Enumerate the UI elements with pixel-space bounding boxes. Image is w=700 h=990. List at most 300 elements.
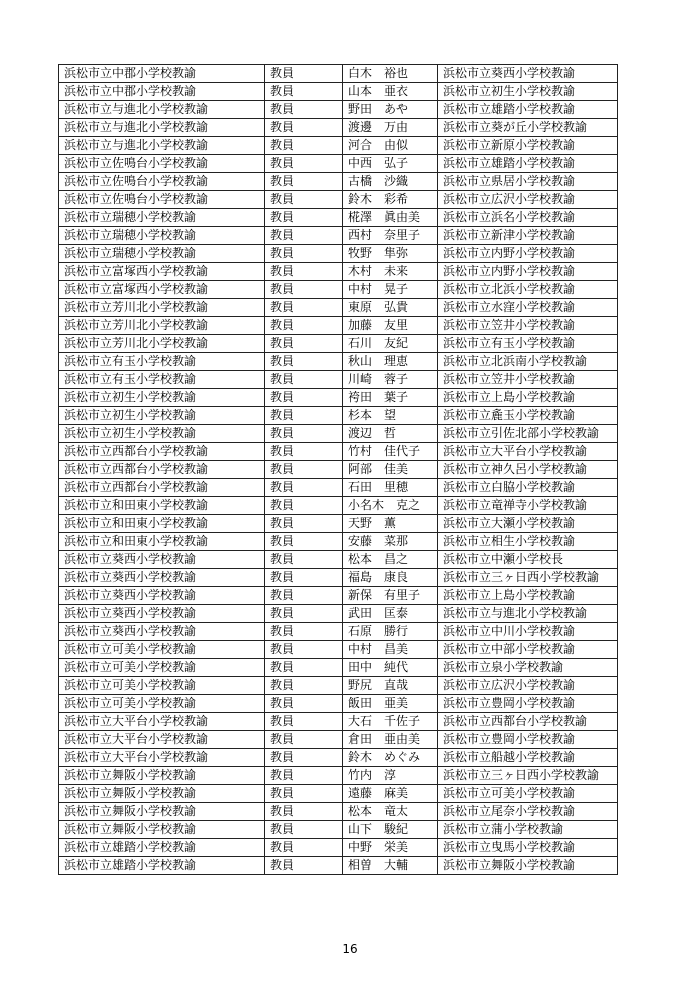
- job-title-cell: 教員: [265, 803, 343, 821]
- new-position-cell: 浜松市立白脇小学校教諭: [438, 479, 618, 497]
- person-name-cell: [343, 227, 438, 245]
- new-position-cell: 浜松市立水窪小学校教諭: [438, 299, 618, 317]
- person-name-cell: [343, 443, 438, 461]
- surname: 野尻: [348, 678, 373, 692]
- given-name: 勝行: [384, 624, 409, 638]
- surname: 石原: [348, 624, 373, 638]
- previous-position-cell: 浜松市立佐鳴台小学校教諭: [59, 191, 265, 209]
- table-row: [59, 713, 618, 731]
- person-name-cell: [343, 767, 438, 785]
- table-row: [59, 317, 618, 335]
- job-title-cell: 教員: [265, 101, 343, 119]
- table-row: [59, 605, 618, 623]
- person-name-cell: [343, 263, 438, 281]
- job-title-cell: 教員: [265, 713, 343, 731]
- given-name: 康良: [384, 570, 409, 584]
- given-name: 亜由美: [384, 732, 421, 746]
- table-row: [59, 587, 618, 605]
- surname: 杉本: [348, 408, 373, 422]
- job-title-cell: 教員: [265, 227, 343, 245]
- new-position-cell: 浜松市立初生小学校教諭: [438, 83, 618, 101]
- table-row: [59, 623, 618, 641]
- surname: 中西: [348, 156, 373, 170]
- previous-position-cell: 浜松市立瑞穂小学校教諭: [59, 209, 265, 227]
- person-name-cell: [343, 317, 438, 335]
- person-name-cell: [343, 641, 438, 659]
- person-name-cell: [343, 461, 438, 479]
- new-position-cell: 浜松市立大平台小学校教諭: [438, 443, 618, 461]
- job-title-cell: 教員: [265, 767, 343, 785]
- person-name-cell: [343, 605, 438, 623]
- table-row: [59, 119, 618, 137]
- job-title-cell: 教員: [265, 263, 343, 281]
- job-title-cell: 教員: [265, 137, 343, 155]
- previous-position-cell: 浜松市立瑞穂小学校教諭: [59, 245, 265, 263]
- job-title-cell: 教員: [265, 515, 343, 533]
- new-position-cell: 浜松市立曳馬小学校教諭: [438, 839, 618, 857]
- job-title-cell: 教員: [265, 245, 343, 263]
- job-title-cell: 教員: [265, 749, 343, 767]
- person-name-cell: [343, 749, 438, 767]
- given-name: 万由: [384, 120, 409, 134]
- new-position-cell: 浜松市立広沢小学校教諭: [438, 191, 618, 209]
- new-position-cell: 浜松市立北浜南小学校教諭: [438, 353, 618, 371]
- surname: 山本: [348, 84, 373, 98]
- given-name: 淳: [384, 768, 397, 782]
- surname: 白木: [348, 66, 373, 80]
- new-position-cell: 浜松市立中川小学校教諭: [438, 623, 618, 641]
- previous-position-cell: 浜松市立舞阪小学校教諭: [59, 767, 265, 785]
- surname: 古橋: [348, 174, 373, 188]
- given-name: 友紀: [384, 336, 409, 350]
- new-position-cell: 浜松市立北浜小学校教諭: [438, 281, 618, 299]
- previous-position-cell: 浜松市立可美小学校教諭: [59, 641, 265, 659]
- surname: 天野: [348, 516, 373, 530]
- job-title-cell: 教員: [265, 83, 343, 101]
- job-title-cell: 教員: [265, 317, 343, 335]
- given-name: 昌之: [384, 552, 409, 566]
- table-row: [59, 425, 618, 443]
- person-name-cell: [343, 389, 438, 407]
- given-name: 弘子: [384, 156, 409, 170]
- previous-position-cell: 浜松市立西都台小学校教諭: [59, 443, 265, 461]
- given-name: 晃子: [384, 282, 409, 296]
- job-title-cell: 教員: [265, 191, 343, 209]
- previous-position-cell: 浜松市立瑞穂小学校教諭: [59, 227, 265, 245]
- given-name: 菜那: [384, 534, 409, 548]
- given-name: 眞由美: [384, 210, 421, 224]
- job-title-cell: 教員: [265, 353, 343, 371]
- job-title-cell: 教員: [265, 209, 343, 227]
- new-position-cell: 浜松市立西都台小学校教諭: [438, 713, 618, 731]
- previous-position-cell: 浜松市立初生小学校教諭: [59, 407, 265, 425]
- previous-position-cell: 浜松市立西都台小学校教諭: [59, 479, 265, 497]
- table-row: [59, 443, 618, 461]
- table-row: [59, 821, 618, 839]
- given-name: 麻美: [384, 786, 409, 800]
- previous-position-cell: 浜松市立有玉小学校教諭: [59, 371, 265, 389]
- new-position-cell: 浜松市立可美小学校教諭: [438, 785, 618, 803]
- personnel-table: [58, 64, 618, 875]
- given-name: 里穂: [384, 480, 409, 494]
- given-name: 佳代子: [384, 444, 421, 458]
- job-title-cell: 教員: [265, 155, 343, 173]
- job-title-cell: 教員: [265, 857, 343, 875]
- given-name: 奈里子: [384, 228, 421, 242]
- surname: 木村: [348, 264, 373, 278]
- new-position-cell: 浜松市立竜禅寺小学校教諭: [438, 497, 618, 515]
- person-name-cell: [343, 857, 438, 875]
- new-position-cell: 浜松市立蒲小学校教諭: [438, 821, 618, 839]
- surname: 田中: [348, 660, 373, 674]
- table-row: [59, 731, 618, 749]
- surname: 武田: [348, 606, 373, 620]
- person-name-cell: [343, 659, 438, 677]
- surname: 小名木: [348, 498, 385, 512]
- new-position-cell: 浜松市立船越小学校教諭: [438, 749, 618, 767]
- surname: 川崎: [348, 372, 373, 386]
- surname: 牧野: [348, 246, 373, 260]
- given-name: 克之: [396, 498, 421, 512]
- new-position-cell: 浜松市立舞阪小学校教諭: [438, 857, 618, 875]
- previous-position-cell: 浜松市立与進北小学校教諭: [59, 101, 265, 119]
- person-name-cell: [343, 533, 438, 551]
- surname: 渡辺: [348, 426, 373, 440]
- previous-position-cell: 浜松市立大平台小学校教諭: [59, 713, 265, 731]
- person-name-cell: [343, 695, 438, 713]
- surname: 松本: [348, 804, 373, 818]
- previous-position-cell: 浜松市立有玉小学校教諭: [59, 353, 265, 371]
- previous-position-cell: 浜松市立舞阪小学校教諭: [59, 803, 265, 821]
- previous-position-cell: 浜松市立可美小学校教諭: [59, 659, 265, 677]
- table-row: [59, 461, 618, 479]
- new-position-cell: 浜松市立神久呂小学校教諭: [438, 461, 618, 479]
- surname: 中村: [348, 282, 373, 296]
- previous-position-cell: 浜松市立大平台小学校教諭: [59, 749, 265, 767]
- table-row: [59, 281, 618, 299]
- job-title-cell: 教員: [265, 335, 343, 353]
- new-position-cell: 浜松市立相生小学校教諭: [438, 533, 618, 551]
- table-row: [59, 749, 618, 767]
- new-position-cell: 浜松市立豊岡小学校教諭: [438, 695, 618, 713]
- given-name: めぐみ: [384, 750, 421, 764]
- previous-position-cell: 浜松市立佐鳴台小学校教諭: [59, 155, 265, 173]
- table-row: [59, 101, 618, 119]
- table-row: [59, 479, 618, 497]
- person-name-cell: [343, 497, 438, 515]
- new-position-cell: 浜松市立泉小学校教諭: [438, 659, 618, 677]
- table-row: [59, 569, 618, 587]
- previous-position-cell: 浜松市立葵西小学校教諭: [59, 569, 265, 587]
- previous-position-cell: 浜松市立初生小学校教諭: [59, 389, 265, 407]
- previous-position-cell: 浜松市立葵西小学校教諭: [59, 587, 265, 605]
- given-name: 隼弥: [384, 246, 409, 260]
- given-name: 佳美: [384, 462, 409, 476]
- surname: 倉田: [348, 732, 373, 746]
- surname: 石田: [348, 480, 373, 494]
- job-title-cell: 教員: [265, 389, 343, 407]
- surname: 袴田: [348, 390, 373, 404]
- given-name: 由似: [384, 138, 409, 152]
- person-name-cell: [343, 569, 438, 587]
- new-position-cell: 浜松市立内野小学校教諭: [438, 245, 618, 263]
- job-title-cell: 教員: [265, 839, 343, 857]
- previous-position-cell: 浜松市立葵西小学校教諭: [59, 551, 265, 569]
- table-row: [59, 65, 618, 83]
- previous-position-cell: 浜松市立大平台小学校教諭: [59, 731, 265, 749]
- job-title-cell: 教員: [265, 605, 343, 623]
- job-title-cell: 教員: [265, 173, 343, 191]
- new-position-cell: 浜松市立大瀬小学校教諭: [438, 515, 618, 533]
- table-row: [59, 173, 618, 191]
- job-title-cell: 教員: [265, 479, 343, 497]
- surname: 西村: [348, 228, 373, 242]
- surname: 加藤: [348, 318, 373, 332]
- new-position-cell: 浜松市立県居小学校教諭: [438, 173, 618, 191]
- given-name: 彩希: [384, 192, 409, 206]
- given-name: 未来: [384, 264, 409, 278]
- table-row: [59, 137, 618, 155]
- table-row: [59, 659, 618, 677]
- previous-position-cell: 浜松市立和田東小学校教諭: [59, 515, 265, 533]
- new-position-cell: 浜松市立新原小学校教諭: [438, 137, 618, 155]
- previous-position-cell: 浜松市立西都台小学校教諭: [59, 461, 265, 479]
- surname: 山下: [348, 822, 373, 836]
- new-position-cell: 浜松市立葵が丘小学校教諭: [438, 119, 618, 137]
- previous-position-cell: 浜松市立雄踏小学校教諭: [59, 857, 265, 875]
- surname: 河合: [348, 138, 373, 152]
- table-row: [59, 407, 618, 425]
- given-name: 栄美: [384, 840, 409, 854]
- new-position-cell: 浜松市立上島小学校教諭: [438, 389, 618, 407]
- job-title-cell: 教員: [265, 569, 343, 587]
- given-name: 望: [384, 408, 397, 422]
- person-name-cell: [343, 371, 438, 389]
- surname: 福島: [348, 570, 373, 584]
- table-row: [59, 227, 618, 245]
- previous-position-cell: 浜松市立芳川北小学校教諭: [59, 335, 265, 353]
- person-name-cell: [343, 65, 438, 83]
- job-title-cell: 教員: [265, 821, 343, 839]
- new-position-cell: 浜松市立有玉小学校教諭: [438, 335, 618, 353]
- table-row: [59, 209, 618, 227]
- new-position-cell: 浜松市立中部小学校教諭: [438, 641, 618, 659]
- given-name: 薫: [384, 516, 397, 530]
- job-title-cell: 教員: [265, 461, 343, 479]
- surname: 野田: [348, 102, 373, 116]
- person-name-cell: [343, 623, 438, 641]
- person-name-cell: [343, 191, 438, 209]
- previous-position-cell: 浜松市立中郡小学校教諭: [59, 83, 265, 101]
- given-name: 直哉: [384, 678, 409, 692]
- surname: 東原: [348, 300, 373, 314]
- given-name: 亜衣: [384, 84, 409, 98]
- given-name: 駿紀: [384, 822, 409, 836]
- surname: 中野: [348, 840, 373, 854]
- job-title-cell: 教員: [265, 299, 343, 317]
- table-row: [59, 497, 618, 515]
- job-title-cell: 教員: [265, 119, 343, 137]
- given-name: 哲: [384, 426, 397, 440]
- surname: 秋山: [348, 354, 373, 368]
- person-name-cell: [343, 173, 438, 191]
- person-name-cell: [343, 119, 438, 137]
- given-name: 葉子: [384, 390, 409, 404]
- table-row: [59, 839, 618, 857]
- surname: 松本: [348, 552, 373, 566]
- person-name-cell: [343, 515, 438, 533]
- page-number: 16: [342, 942, 358, 956]
- job-title-cell: 教員: [265, 641, 343, 659]
- person-name-cell: [343, 299, 438, 317]
- table-row: [59, 767, 618, 785]
- new-position-cell: 浜松市立笠井小学校教諭: [438, 371, 618, 389]
- job-title-cell: 教員: [265, 659, 343, 677]
- table-row: [59, 677, 618, 695]
- given-name: 大輔: [384, 858, 409, 872]
- job-title-cell: 教員: [265, 407, 343, 425]
- table-row: [59, 155, 618, 173]
- table-row: [59, 191, 618, 209]
- previous-position-cell: 浜松市立芳川北小学校教諭: [59, 299, 265, 317]
- job-title-cell: 教員: [265, 497, 343, 515]
- person-name-cell: [343, 407, 438, 425]
- job-title-cell: 教員: [265, 551, 343, 569]
- table-row: [59, 641, 618, 659]
- new-position-cell: 浜松市立笠井小学校教諭: [438, 317, 618, 335]
- new-position-cell: 浜松市立広沢小学校教諭: [438, 677, 618, 695]
- table-row: [59, 353, 618, 371]
- job-title-cell: 教員: [265, 623, 343, 641]
- job-title-cell: 教員: [265, 281, 343, 299]
- table-row: [59, 245, 618, 263]
- new-position-cell: 浜松市立浜名小学校教諭: [438, 209, 618, 227]
- person-name-cell: [343, 803, 438, 821]
- surname: 椛澤: [348, 210, 373, 224]
- given-name: 純代: [384, 660, 409, 674]
- surname: 竹村: [348, 444, 373, 458]
- previous-position-cell: 浜松市立可美小学校教諭: [59, 695, 265, 713]
- surname: 鈴木: [348, 750, 373, 764]
- job-title-cell: 教員: [265, 587, 343, 605]
- given-name: 竜太: [384, 804, 409, 818]
- table-row: [59, 389, 618, 407]
- previous-position-cell: 浜松市立与進北小学校教諭: [59, 119, 265, 137]
- new-position-cell: 浜松市立上島小学校教諭: [438, 587, 618, 605]
- job-title-cell: 教員: [265, 65, 343, 83]
- new-position-cell: 浜松市立三ヶ日西小学校教諭: [438, 569, 618, 587]
- person-name-cell: [343, 785, 438, 803]
- given-name: 裕也: [384, 66, 409, 80]
- previous-position-cell: 浜松市立芳川北小学校教諭: [59, 317, 265, 335]
- previous-position-cell: 浜松市立中郡小学校教諭: [59, 65, 265, 83]
- person-name-cell: [343, 677, 438, 695]
- surname: 阿部: [348, 462, 373, 476]
- person-name-cell: [343, 479, 438, 497]
- person-name-cell: [343, 83, 438, 101]
- table-row: [59, 371, 618, 389]
- new-position-cell: 浜松市立雄踏小学校教諭: [438, 155, 618, 173]
- job-title-cell: 教員: [265, 371, 343, 389]
- person-name-cell: [343, 587, 438, 605]
- job-title-cell: 教員: [265, 785, 343, 803]
- given-name: 弘貴: [384, 300, 409, 314]
- personnel-table-body: [59, 65, 618, 875]
- table-row: [59, 785, 618, 803]
- given-name: 沙織: [384, 174, 409, 188]
- surname: 安藤: [348, 534, 373, 548]
- person-name-cell: [343, 155, 438, 173]
- previous-position-cell: 浜松市立和田東小学校教諭: [59, 497, 265, 515]
- new-position-cell: 浜松市立与進北小学校教諭: [438, 605, 618, 623]
- surname: 竹内: [348, 768, 373, 782]
- job-title-cell: 教員: [265, 443, 343, 461]
- new-position-cell: 浜松市立葵西小学校教諭: [438, 65, 618, 83]
- person-name-cell: [343, 425, 438, 443]
- person-name-cell: [343, 281, 438, 299]
- person-name-cell: [343, 137, 438, 155]
- surname: 遠藤: [348, 786, 373, 800]
- job-title-cell: 教員: [265, 677, 343, 695]
- new-position-cell: 浜松市立引佐北部小学校教諭: [438, 425, 618, 443]
- given-name: 千佐子: [384, 714, 421, 728]
- new-position-cell: 浜松市立麁玉小学校教諭: [438, 407, 618, 425]
- new-position-cell: 浜松市立豊岡小学校教諭: [438, 731, 618, 749]
- surname: 相曽: [348, 858, 373, 872]
- given-name: 蓉子: [384, 372, 409, 386]
- table-row: [59, 857, 618, 875]
- previous-position-cell: 浜松市立富塚西小学校教諭: [59, 281, 265, 299]
- person-name-cell: [343, 731, 438, 749]
- given-name: 匡泰: [384, 606, 409, 620]
- new-position-cell: 浜松市立三ヶ日西小学校教諭: [438, 767, 618, 785]
- previous-position-cell: 浜松市立可美小学校教諭: [59, 677, 265, 695]
- given-name: あや: [384, 102, 409, 116]
- table-row: [59, 695, 618, 713]
- surname: 渡邊: [348, 120, 373, 134]
- table-row: [59, 533, 618, 551]
- previous-position-cell: 浜松市立与進北小学校教諭: [59, 137, 265, 155]
- previous-position-cell: 浜松市立初生小学校教諭: [59, 425, 265, 443]
- new-position-cell: 浜松市立尾奈小学校教諭: [438, 803, 618, 821]
- new-position-cell: 浜松市立新津小学校教諭: [438, 227, 618, 245]
- person-name-cell: [343, 713, 438, 731]
- job-title-cell: 教員: [265, 425, 343, 443]
- surname: 鈴木: [348, 192, 373, 206]
- person-name-cell: [343, 209, 438, 227]
- surname: 飯田: [348, 696, 373, 710]
- previous-position-cell: 浜松市立舞阪小学校教諭: [59, 785, 265, 803]
- given-name: 有里子: [384, 588, 421, 602]
- new-position-cell: 浜松市立中瀬小学校長: [438, 551, 618, 569]
- given-name: 理恵: [384, 354, 409, 368]
- person-name-cell: [343, 839, 438, 857]
- job-title-cell: 教員: [265, 695, 343, 713]
- table-row: [59, 551, 618, 569]
- table-row: [59, 335, 618, 353]
- table-row: [59, 263, 618, 281]
- table-row: [59, 803, 618, 821]
- surname: 中村: [348, 642, 373, 656]
- previous-position-cell: 浜松市立舞阪小学校教諭: [59, 821, 265, 839]
- person-name-cell: [343, 551, 438, 569]
- previous-position-cell: 浜松市立葵西小学校教諭: [59, 605, 265, 623]
- person-name-cell: [343, 335, 438, 353]
- previous-position-cell: 浜松市立富塚西小学校教諭: [59, 263, 265, 281]
- previous-position-cell: 浜松市立佐鳴台小学校教諭: [59, 173, 265, 191]
- given-name: 友里: [384, 318, 409, 332]
- table-row: [59, 515, 618, 533]
